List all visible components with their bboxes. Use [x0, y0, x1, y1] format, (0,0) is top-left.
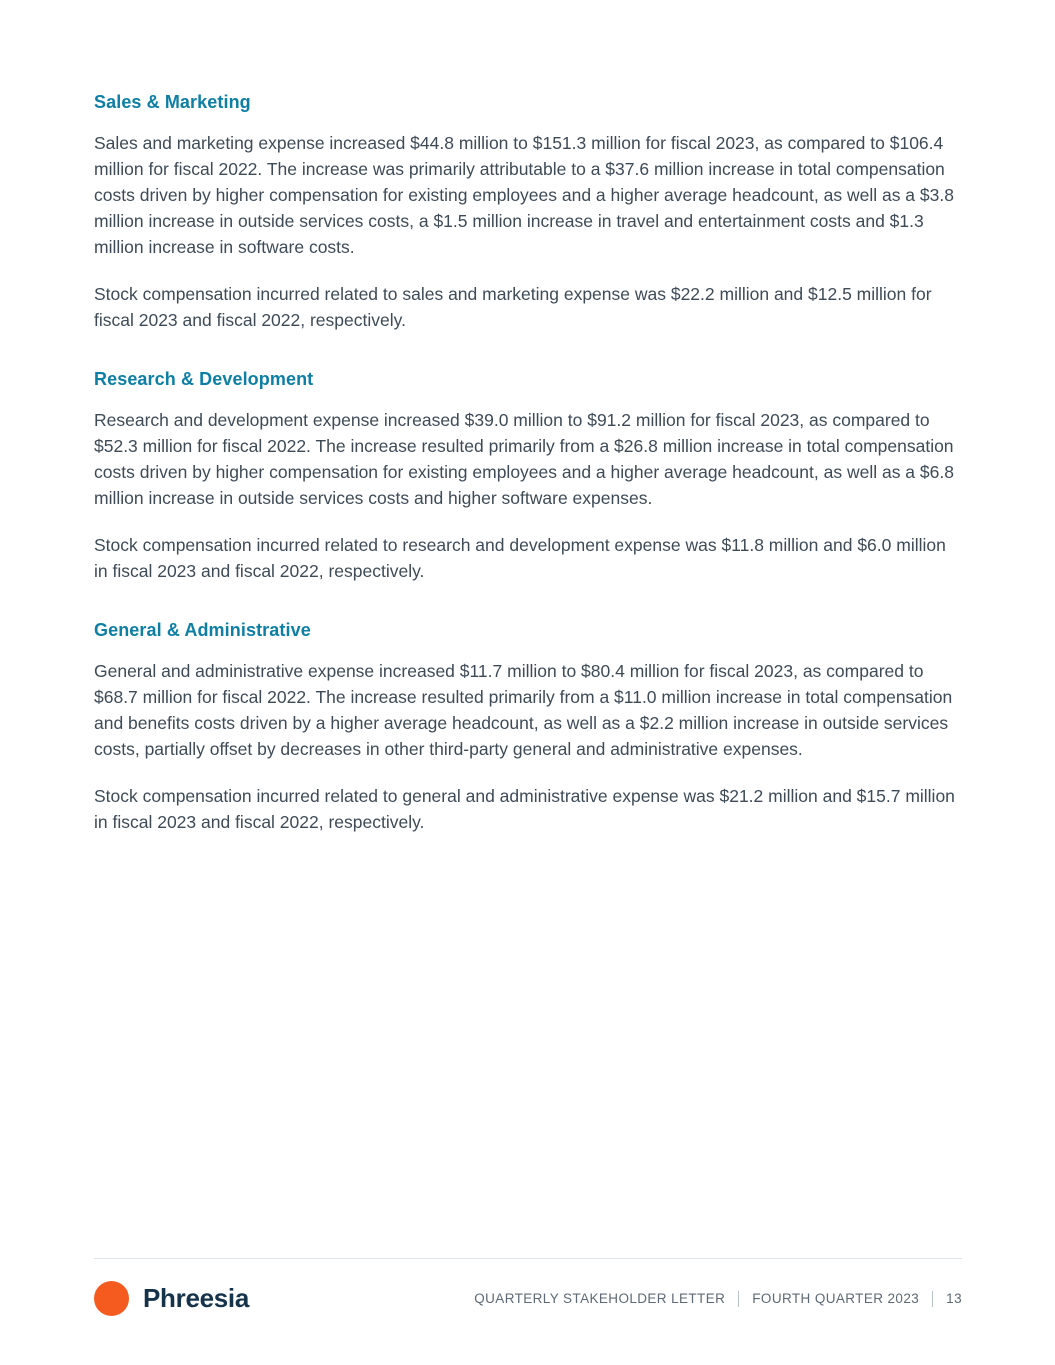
footer-row: [94, 1281, 962, 1316]
footer-divider: [94, 1258, 962, 1259]
footer-letter-title: QUARTERLY STAKEHOLDER LETTER: [474, 1291, 726, 1306]
footer-page-number: 13: [946, 1291, 962, 1306]
brand-wordmark: Phreesia: [143, 1283, 250, 1313]
paragraph: Stock compensation incurred related to research and development expense was $11.8 million and $6.0 million in fiscal 2023 and fiscal 2022, respectively.: [94, 535, 946, 581]
letter-body: [94, 92, 962, 871]
paragraph: Stock compensation incurred related to general and administrative expense was $21.2 million and $15.7 million in fiscal 2023 and fiscal 2022, respectively.: [94, 786, 955, 832]
section-general-administrative: [94, 620, 962, 835]
footer-separator-icon: [738, 1291, 739, 1307]
footer-separator-icon: [932, 1291, 933, 1307]
section-heading: Sales & Marketing: [94, 92, 251, 112]
section-heading: Research & Development: [94, 369, 314, 389]
page-footer: [94, 1258, 962, 1316]
footer-quarter: FOURTH QUARTER 2023: [752, 1291, 920, 1306]
brand-lockup: [94, 1281, 249, 1316]
paragraph: Stock compensation incurred related to sales and marketing expense was $22.2 million and $12.5 million for fiscal 2023 and fiscal 2022, respectively.: [94, 284, 932, 330]
paragraph: Research and development expense increased $39.0 million to $91.2 million for fiscal 2023, as compared to $52.3 million for fiscal 2022. The increase resulted primarily from a $26.8 million increase in total compensation costs driven by higher compensation for existing employees and a higher average headcount, as well as a $6.8 million increase in outside services costs and higher software expenses.: [94, 410, 954, 508]
section-sales-marketing: [94, 92, 962, 333]
paragraph: General and administrative expense increased $11.7 million to $80.4 million for fiscal 2023, as compared to $68.7 million for fiscal 2022. The increase resulted primarily from a $11.0 million increase in total compensation and benefits costs driven by a higher average headcount, as well as a $2.2 million increase in outside services costs, partially offset by decreases in other third-party general and administrative expenses.: [94, 661, 953, 759]
paragraph: Sales and marketing expense increased $44.8 million to $151.3 million for fiscal 2023, as compared to $106.4 million for fiscal 2022. The increase was primarily attributable to a $37.6 million increase in total compensation costs driven by higher compensation for existing employees and a higher average headcount, as well as a $3.8 million increase in outside services costs, a $1.5 million increase in travel and entertainment costs and $1.3 million increase in software costs.: [94, 133, 954, 257]
section-research-development: [94, 369, 962, 584]
phreesia-logo-icon: [94, 1281, 129, 1316]
footer-meta: [474, 1291, 962, 1307]
section-heading: General & Administrative: [94, 620, 311, 640]
